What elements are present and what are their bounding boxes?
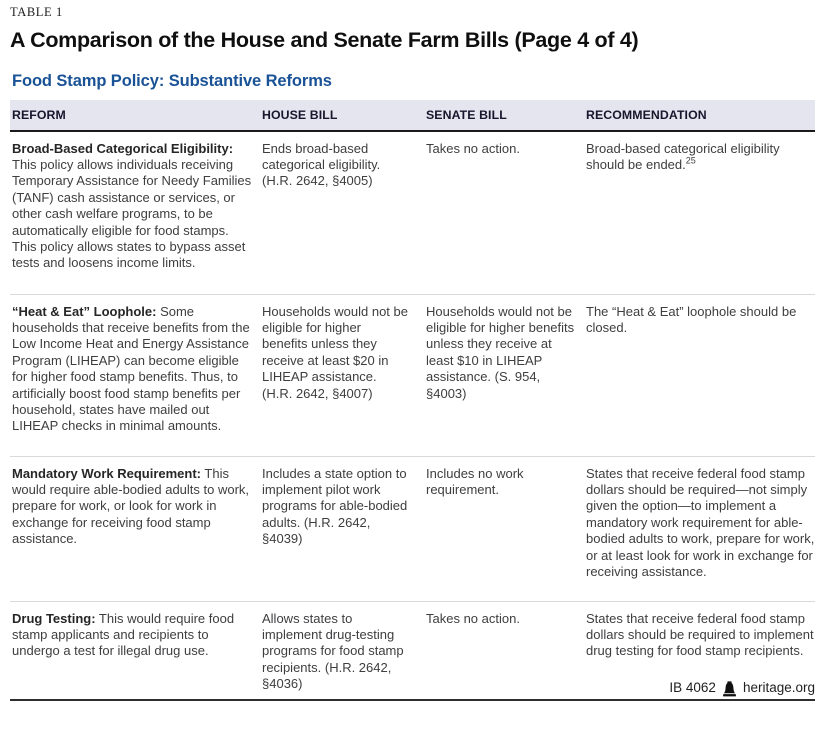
reform-term: “Heat & Eat” Loophole:: [12, 303, 157, 319]
footnote-reference: 25: [685, 155, 696, 166]
reform-cell: [10, 295, 262, 456]
column-header-senate-bill: SENATE BILL: [426, 107, 507, 122]
senate-bill-cell: [426, 602, 586, 699]
heritage-site-link[interactable]: heritage.org: [742, 680, 815, 696]
recommendation-text: States that receive federal food stamp dollars should be required to implement drug testing for food stamp recipients.: [586, 610, 814, 659]
column-header-recommendation: RECOMMENDATION: [586, 107, 707, 122]
recommendation-cell: [586, 457, 815, 601]
senate-bill-text: Includes no work requirement.: [426, 465, 524, 498]
reform-term: Broad-Based Categorical Eligibility:: [12, 140, 234, 156]
house-bill-cell: [262, 457, 426, 601]
house-bill-text: Ends broad-based categorical eligibility. (H.R. 2642, §4005): [262, 140, 381, 189]
reform-description: Some households that receive benefits from the Low Income Heat and Energy Assistance Program (LIHEAP) can become eligible for higher food stamp benefits. Thus, to artificially boost food stamp benefits per household, states have mailed out LIHEAP checks in minimal amounts.: [12, 303, 250, 434]
footer: [669, 680, 815, 696]
reform-term: Drug Testing:: [12, 610, 96, 626]
reform-cell: [10, 602, 262, 699]
table-number-label: TABLE 1: [10, 5, 63, 19]
senate-bill-text: Takes no action.: [426, 610, 520, 626]
recommendation-text: The “Heat & Eat” loophole should be closed.: [586, 303, 797, 336]
recommendation-cell: [586, 295, 815, 456]
column-header-house-bill: HOUSE BILL: [262, 107, 338, 122]
column-header-reform: REFORM: [12, 107, 66, 122]
comparison-table: [10, 100, 815, 701]
senate-bill-cell: [426, 295, 586, 456]
house-bill-cell: [262, 295, 426, 456]
house-bill-text: Allows states to implement drug-testing programs for food stamp recipients. (H.R. 2642, §4036): [262, 610, 404, 692]
senate-bill-cell: [426, 457, 586, 601]
house-bill-cell: [262, 602, 426, 699]
reform-cell: [10, 457, 262, 601]
reform-term: Mandatory Work Requirement:: [12, 465, 202, 481]
recommendation-cell: [586, 132, 815, 294]
table-row: [10, 294, 815, 456]
senate-bill-text: Households would not be eligible for higher benefits unless they receive at least $10 in LIHEAP assistance. (S. 954, §4003): [426, 303, 575, 401]
reform-description: This policy allows individuals receiving Temporary Assistance for Needy Families (TANF) cash assistance or services, or other cash welfare programs, to be automatically eligible for food stamps. This policy allows states to bypass asset tests and loosens income limits.: [12, 157, 252, 271]
heritage-bell-icon: [722, 681, 737, 697]
reform-description: This would require food stamp applicants and recipients to undergo a test for illegal drug use.: [12, 610, 235, 659]
senate-bill-cell: [426, 132, 586, 294]
page-title: A Comparison of the House and Senate Farm Bills (Page 4 of 4): [10, 28, 639, 52]
house-bill-text: Households would not be eligible for higher benefits unless they receive at least $20 in LIHEAP assistance. (H.R. 2642, §4007): [262, 303, 408, 401]
senate-bill-text: Takes no action.: [426, 140, 520, 156]
table-row: [10, 456, 815, 601]
house-bill-cell: [262, 132, 426, 294]
house-bill-text: Includes a state option to implement pilot work programs for able-bodied adults. (H.R. 2642, §4039): [262, 465, 408, 547]
section-subtitle: Food Stamp Policy: Substantive Reforms: [12, 71, 332, 90]
recommendation-text: States that receive federal food stamp dollars should be required—not simply given the option—to implement a mandatory work requirement for able-bodied adults to work, prepare for work, or at least look for work in exchange for receiving assistance.: [586, 465, 815, 579]
reform-description: This would require able-bodied adults to work, prepare for work, or look for work in exchange for receiving food stamp assistance.: [12, 465, 250, 547]
table-row: [10, 132, 815, 294]
document-id: IB 4062: [669, 680, 716, 696]
reform-cell: [10, 132, 262, 294]
recommendation-text: Broad-based categorical eligibility should be ended.: [586, 140, 780, 173]
table-header-row: [10, 100, 815, 132]
